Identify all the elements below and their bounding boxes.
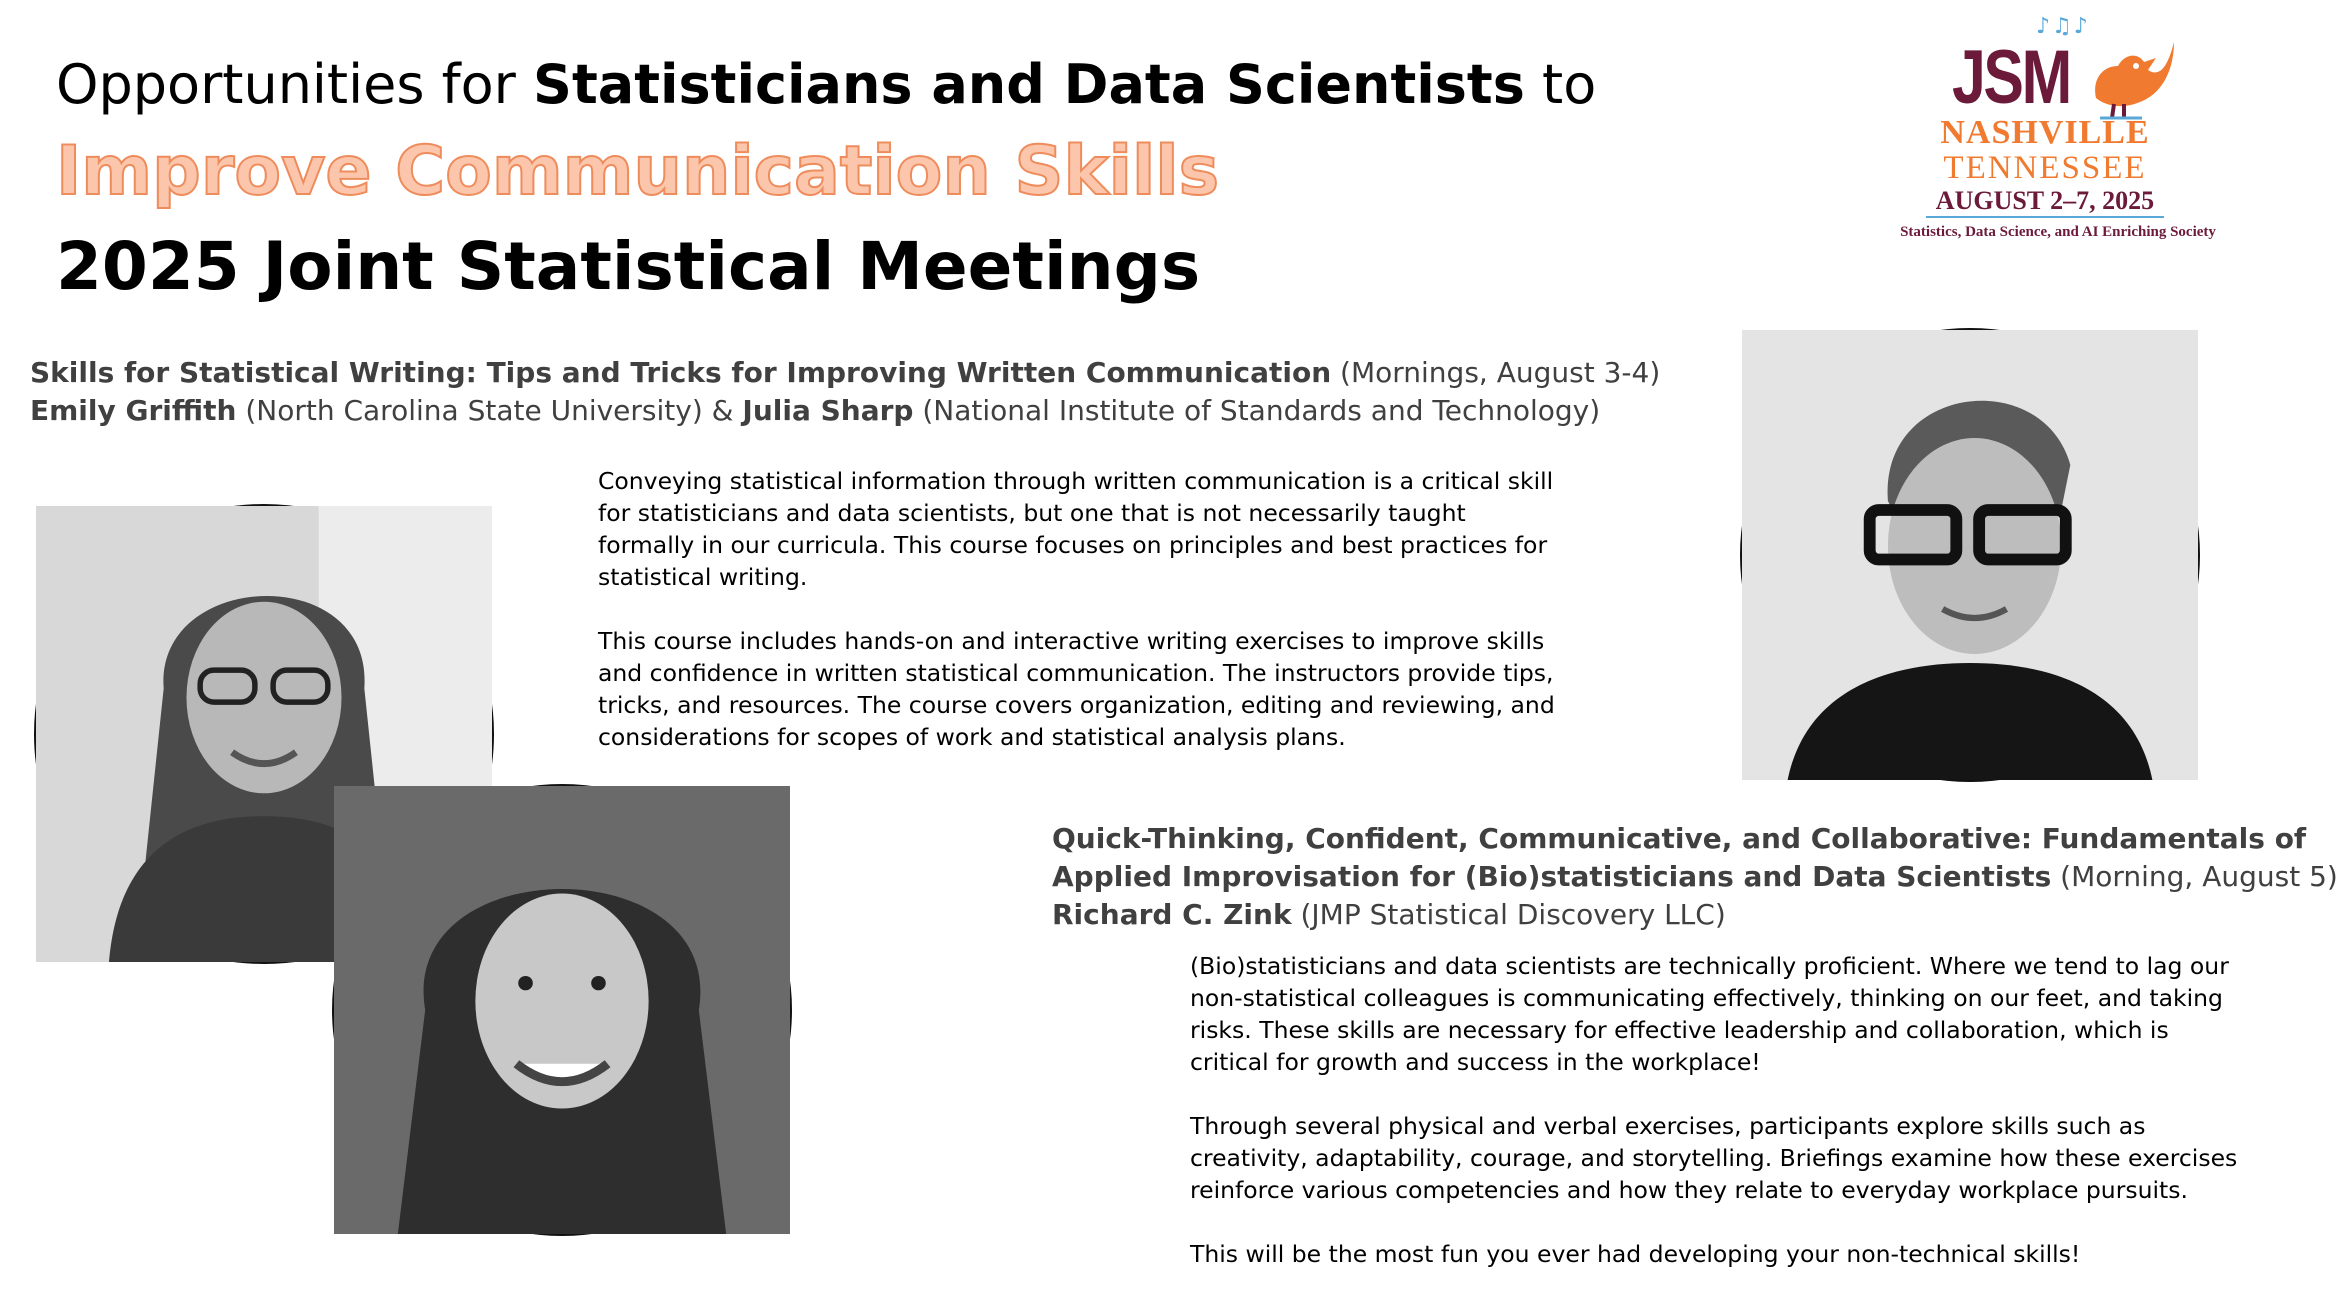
- course2-title-part2: Applied Improvisation for (Bio)statisticians and Data Scientists: [1052, 860, 2052, 893]
- course2-heading: [1052, 820, 2338, 934]
- title-bold: Statisticians and Data Scientists: [533, 53, 1525, 116]
- logo-city: NASHVILLE: [1940, 114, 2150, 151]
- logo-brand: JSM: [1952, 35, 2070, 120]
- course2-paragraph: This will be the most fun you ever had developing your non-technical skills!: [1190, 1240, 2081, 1268]
- course2-paragraph: Through several physical and verbal exercises, participants explore skills such as creativity, adaptability, courage, and storytelling. Briefings examine how these exercises reinforce various competencies and how they relate to everyday workplace pursuits.: [1190, 1112, 2238, 1204]
- page-title-highlight: Improve Communication Skills: [56, 132, 1220, 211]
- course2-title-line2: [1052, 858, 2338, 896]
- course1-paragraph: Conveying statistical information through written communication is a critical skill for statisticians and data scientists, but one that is not necessarily taught formally in our curricula. This course focuses on principles and best practices for statistical writing.: [598, 467, 1554, 591]
- instructor-emily-name: Emily Griffith: [30, 394, 237, 427]
- course1-instructors: [30, 392, 1660, 430]
- course2-description: [1190, 950, 2250, 1302]
- course2-paragraph: (Bio)statisticians and data scientists are technically proficient. Where we tend to lag our non-statistical colleagues is communicating effectively, thinking on our feet, and taking risks. These skills are necessary for effective leadership and collaboration, which is critical for growth and success in the workplace!: [1190, 952, 2229, 1076]
- course1-title: Skills for Statistical Writing: Tips and Tricks for Improving Written Communication: [30, 356, 1332, 389]
- course1-title-line: [30, 354, 1660, 392]
- course1-heading: [30, 354, 1660, 430]
- course1-schedule: (Mornings, August 3-4): [1331, 356, 1661, 389]
- photo-julia-sharp: [332, 784, 792, 1236]
- photo-richard-zink: [1740, 328, 2200, 782]
- logo-dates: AUGUST 2–7, 2025: [1926, 186, 2164, 218]
- course2-instructor: [1052, 896, 2338, 934]
- instructor-julia-name: Julia Sharp: [742, 394, 914, 427]
- course2-schedule: (Morning, August 5): [2051, 860, 2338, 893]
- course2-title-part1: Quick-Thinking, Confident, Communicative, and Collaborative: Fundamentals of: [1052, 822, 2307, 855]
- page-title-event: 2025 Joint Statistical Meetings: [56, 228, 1201, 305]
- title-suffix: to: [1524, 53, 1597, 116]
- course2-title-line1: [1052, 820, 2338, 858]
- music-notes-icon: ♪♫♪: [2036, 14, 2090, 39]
- logo-state: TENNESSEE: [1943, 150, 2147, 186]
- instructor-julia-affiliation: (National Institute of Standards and Technology): [913, 394, 1601, 427]
- instructor-richard-affiliation: (JMP Statistical Discovery LLC): [1291, 898, 1726, 931]
- instructor-emily-affiliation: (North Carolina State University) &: [236, 394, 743, 427]
- course1-description: [598, 465, 1558, 785]
- jsm-logo: [1868, 14, 2248, 244]
- course1-paragraph: This course includes hands-on and interactive writing exercises to improve skills and confidence in written statistical communication. The instructors provide tips, tricks, and resources. The course covers organization, editing and reviewing, and considerations for scopes of work and statistical analysis plans.: [598, 627, 1555, 751]
- logo-tagline: Statistics, Data Science, and AI Enriching Society: [1900, 224, 2216, 240]
- instructor-richard-name: Richard C. Zink: [1052, 898, 1292, 931]
- title-prefix: Opportunities for: [56, 53, 534, 116]
- page-title-line1: [56, 52, 1596, 118]
